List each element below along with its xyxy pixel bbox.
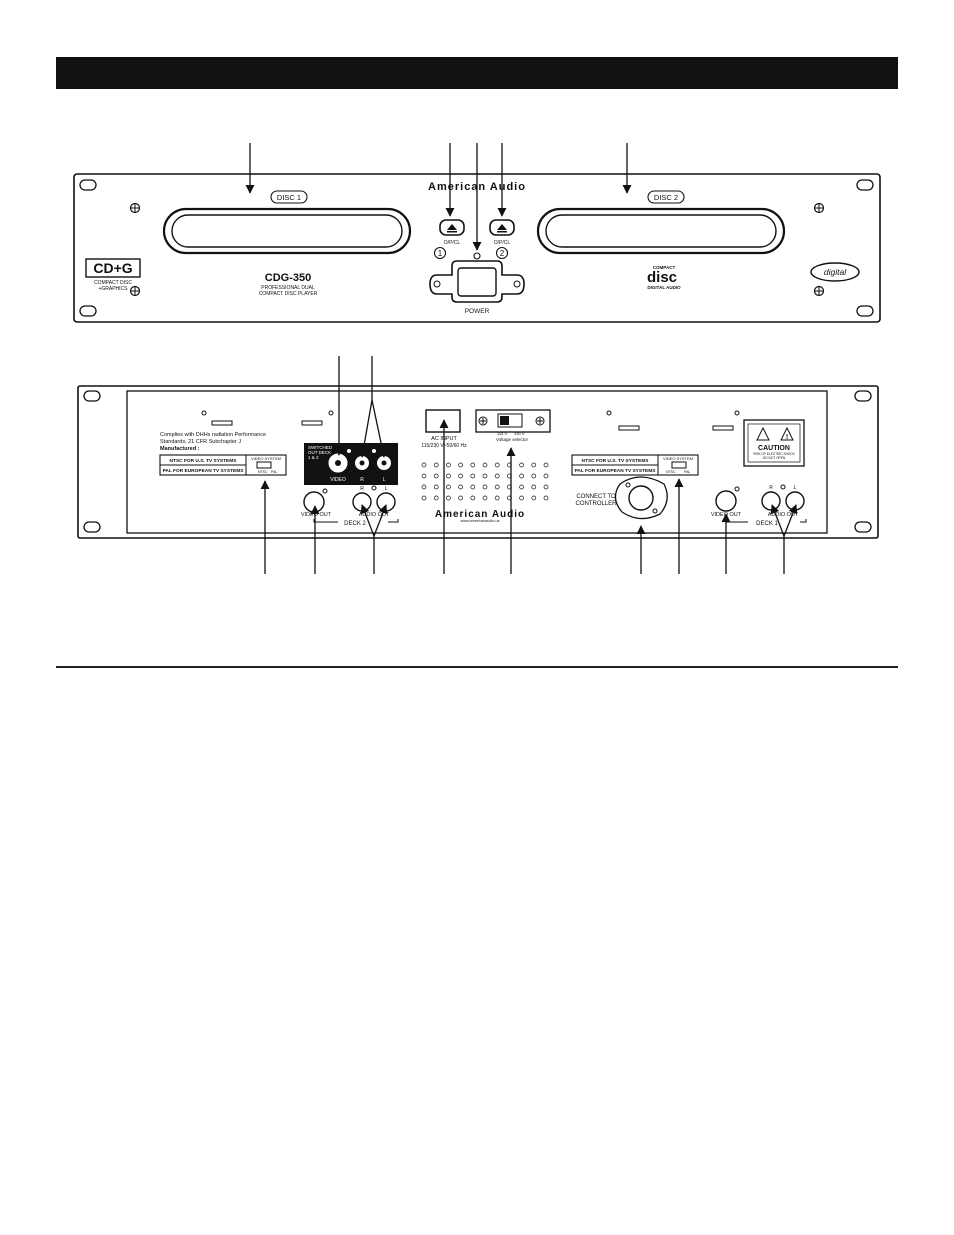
power-label: POWER: [464, 308, 490, 315]
ntsc-short-deck2: NTSC: [258, 470, 268, 474]
manufactured-label: Manufactured :: [160, 446, 200, 452]
audio-l-label-deck1: L: [793, 485, 797, 491]
switched-l-label: L: [382, 477, 386, 483]
disc1-label: DISC 1: [276, 193, 302, 202]
open-close-label-1: O/P/CL: [443, 240, 461, 246]
number-1: 1: [437, 249, 443, 258]
screw-icon: [131, 204, 140, 213]
screw-icon: [815, 204, 824, 213]
audio-r-label-deck1: R: [769, 485, 773, 491]
website-label: www.americanaudio.us: [460, 519, 500, 523]
video-system-label-deck2: VIDEO SYSTEM: [250, 456, 282, 461]
caution-text: CAUTION: [758, 445, 790, 452]
complies-line2: Standards, 21 CFR Subchapter J: [160, 439, 242, 445]
disc2-label: DISC 2: [653, 193, 679, 202]
ntsc-short-deck1: NTSC: [666, 470, 676, 474]
model-sub1: PROFESSIONAL DUAL: [261, 285, 315, 291]
v230-label: 230 V: [514, 431, 525, 436]
video-out-label-deck2: VIDEO OUT: [300, 512, 332, 518]
complies-line1: Complies with DHHs radiation Performance: [160, 432, 267, 438]
open-close-label-2: O/P/CL: [493, 240, 511, 246]
rear-panel: [78, 386, 878, 538]
pal-label-deck1: PAL FOR EUROPEAN TV SYSTEMS: [574, 469, 656, 474]
cdg-sub2: +GRAPHICS: [98, 286, 128, 292]
number-2: 2: [499, 249, 505, 258]
audio-out-label-deck2: AUDIO OUT: [358, 512, 390, 518]
screw-icon: [815, 287, 824, 296]
model-name: CDG-350: [264, 272, 312, 284]
caution-sub2: DO NOT OPEN: [762, 456, 786, 460]
pal-short-deck1: PAL: [684, 470, 691, 474]
switched-out-block: [304, 443, 398, 485]
switched-out-2: OUT DECK: [308, 450, 332, 455]
front-brand: American Audio: [428, 181, 526, 193]
rear-brand: American Audio: [434, 509, 526, 520]
compact-disc-logo: [647, 265, 681, 290]
voltage-selector-label: Voltage selector: [495, 437, 529, 442]
cd-logo-top: COMPACT: [652, 265, 676, 270]
deck1-label: DECK 1: [756, 521, 778, 527]
audio-l-label-deck2: L: [384, 486, 388, 492]
ac-input-label: AC INPUT: [431, 436, 457, 442]
caution-sub1: RISK OF ELECTRIC SHOCK: [753, 452, 795, 456]
switched-out-1: SWITCHED: [308, 445, 332, 450]
v115-label: 115 V: [497, 431, 508, 436]
deck2-label: DECK 2: [344, 521, 366, 527]
switched-r-label: R: [360, 477, 364, 483]
audio-r-label-deck2: R: [360, 486, 364, 492]
digital-badge: [811, 263, 859, 281]
cdg-logo-text: CD+G: [93, 260, 133, 276]
pal-short-deck2: PAL: [271, 470, 278, 474]
model-sub2: COMPACT DISC PLAYER: [258, 291, 318, 297]
switched-out-3: 1 & 2: [308, 455, 319, 460]
video-system-label-deck1: VIDEO SYSTEM: [662, 456, 694, 461]
cd-logo-sub: DIGITAL AUDIO: [647, 285, 681, 290]
ntsc-label-deck1: NTSC FOR U.S. TV SYSTEMS: [581, 459, 649, 464]
digital-badge-text: digital: [823, 267, 847, 277]
ntsc-label-deck2: NTSC FOR U.S. TV SYSTEMS: [169, 459, 237, 464]
section-divider: [56, 666, 898, 668]
switched-video-label: VIDEO: [330, 477, 346, 483]
ac-spec-label: 115/230 V~50/60 Hz: [421, 443, 467, 449]
video-out-label-deck1: VIDEO OUT: [710, 512, 742, 518]
svg-text:!: !: [785, 434, 789, 441]
connect-label-1: CONNECT TO: [576, 494, 616, 500]
pal-label-deck2: PAL FOR EUROPEAN TV SYSTEMS: [162, 469, 244, 474]
connect-label-2: CONTROLLER: [575, 501, 617, 507]
cd-logo-main: disc: [646, 269, 678, 286]
cdg-sub1: COMPACT DISC: [94, 280, 132, 286]
screw-icon: [131, 287, 140, 296]
audio-out-label-deck1: AUDIO OUT: [767, 512, 799, 518]
